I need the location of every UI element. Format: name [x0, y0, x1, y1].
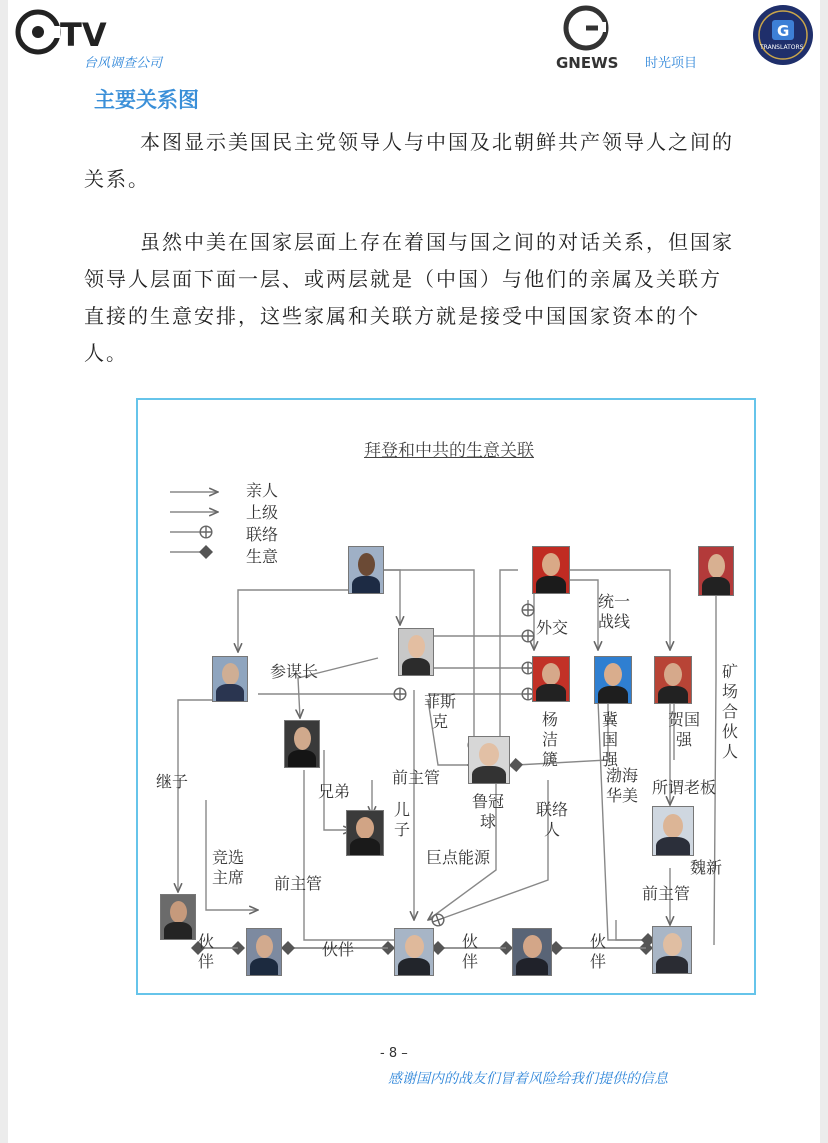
paragraph-body: 虽然中美在国家层面上存在着国与国之间的对话关系，但国家领导人层面下面一层、或两层就是（中国）与他们的亲属及关联方直接的生意安排，这些家属和关联方就是接受中国国家资本的个人。	[84, 230, 734, 365]
right-partner-photo	[652, 926, 692, 974]
kim-photo	[698, 546, 734, 596]
paragraph-intro: 本图显示美国民主党领导人与中国及北朝鲜共产领导人之间的关系。	[84, 130, 734, 191]
page-header	[0, 0, 828, 80]
page-edge-right	[820, 0, 828, 1143]
legend-contact: 联络	[246, 525, 279, 544]
page-edge-left	[0, 0, 8, 1143]
gnews-globe-icon	[552, 2, 626, 72]
label-suoweilaoban: 所谓老板	[652, 778, 717, 797]
xi-photo	[532, 546, 570, 594]
kerry-photo	[212, 656, 248, 702]
label-lianluoren: 联络人	[535, 800, 568, 839]
label-qianzhuguan-3: 前主管	[642, 884, 691, 903]
label-canmouzhang: 参谋长	[270, 662, 319, 681]
legend-superior: 上级	[246, 503, 279, 522]
label-jizi: 继子	[156, 772, 189, 791]
page-number: - 8 –	[380, 1046, 408, 1061]
label-qianzhuguan-1: 前主管	[392, 768, 441, 787]
label-jingxuan: 竞选主席	[211, 848, 244, 887]
gtv-subtitle: 台风调查公司	[84, 56, 163, 71]
label-huoban-left: 伙伴	[197, 932, 214, 971]
legend-family: 亲人	[246, 481, 279, 500]
yang-photo	[532, 656, 570, 702]
label-erzi: 儿子	[393, 800, 410, 839]
weixin-photo	[652, 806, 694, 856]
svg-text:GNEWS: GNEWS	[556, 54, 619, 72]
brother-photo	[346, 810, 384, 856]
svg-text:TRANSLATORS: TRANSLATORS	[760, 44, 804, 51]
label-qianzhuguan-2: 前主管	[274, 874, 323, 893]
section-title: 主要关系图	[94, 88, 199, 112]
label-xiongdi: 兄弟	[318, 782, 351, 801]
svg-text:G: G	[777, 22, 790, 40]
svg-text:TV: TV	[60, 16, 107, 54]
lu-photo	[468, 736, 510, 784]
relationship-diagram	[136, 398, 756, 995]
label-heguoqiang: 贺国强	[667, 710, 700, 749]
label-huoban-right-2: 伙伴	[589, 932, 606, 971]
label-kuangchang: 矿场合伙人	[721, 662, 738, 761]
gnews-subtitle: 时光项目	[645, 56, 698, 71]
stepson-photo	[160, 894, 196, 940]
partner-photo	[512, 928, 552, 976]
staff-photo	[284, 720, 320, 768]
label-tongyi: 统一战线	[597, 592, 630, 631]
hunter-photo	[394, 928, 434, 976]
label-weixin: 魏新	[690, 858, 723, 877]
label-huoban-mid: 伙伴	[322, 940, 355, 959]
label-jiguoqiang: 冀国强	[601, 710, 618, 769]
label-huoban-right-1: 伙伴	[461, 932, 478, 971]
label-waijiao: 外交	[536, 618, 569, 637]
he-photo	[654, 656, 692, 704]
legend-business: 生意	[246, 547, 279, 566]
label-luguanqiu: 鲁冠球	[471, 792, 504, 831]
label-judianneng: 巨点能源	[426, 848, 491, 867]
label-bohaihuamei: 渤海华美	[605, 766, 638, 805]
diagram-title: 拜登和中共的生意关联	[364, 441, 534, 461]
campaign-photo	[246, 928, 282, 976]
ji-photo	[594, 656, 632, 704]
diagram-legend	[246, 480, 278, 568]
footer-note: 感谢国内的战友们冒着风险给我们提供的信息	[388, 1071, 668, 1087]
label-yangjiechi: 杨洁篪	[541, 710, 558, 769]
label-feisike: 菲斯克	[423, 692, 456, 731]
obama-photo	[348, 546, 384, 594]
biden-photo	[398, 628, 434, 676]
translators-badge-icon	[748, 4, 818, 66]
